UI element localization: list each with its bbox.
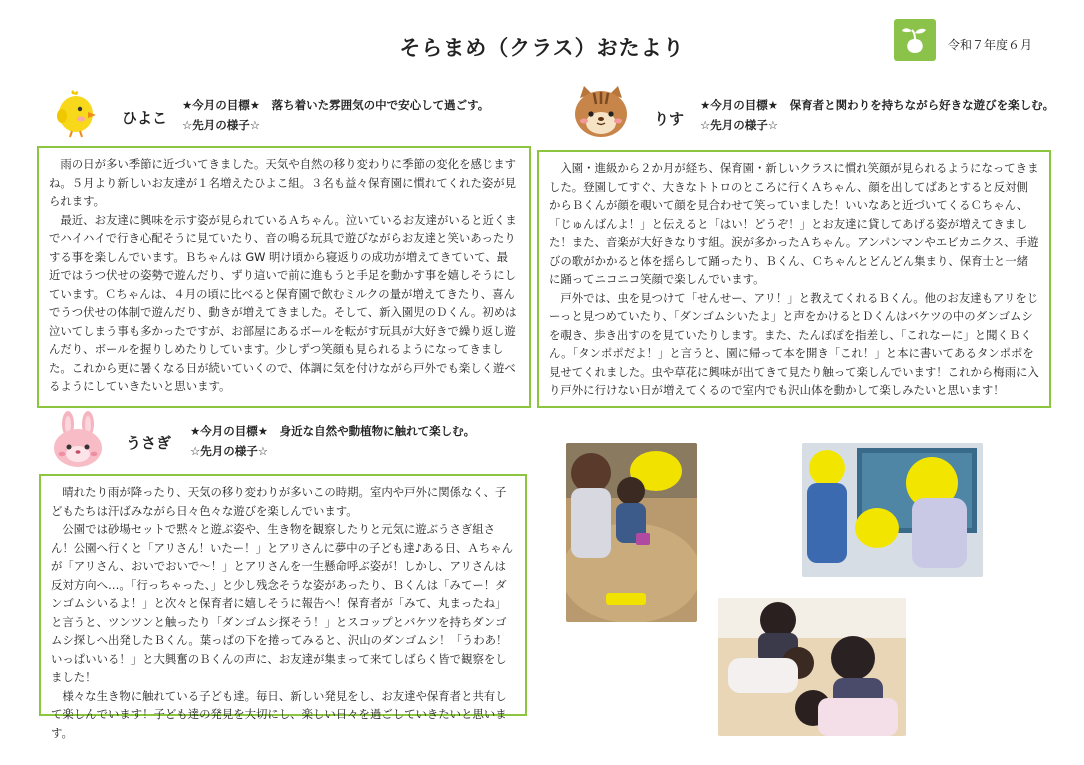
squirrel-icon — [570, 84, 632, 140]
page-title: そらまめ（クラス）おたより — [399, 36, 685, 60]
report-box-risu — [537, 150, 1051, 408]
subtitle-hiyoko: ☆先月の様子☆ — [182, 118, 261, 132]
chick-icon — [50, 88, 100, 138]
issue-date: 令和７年度６月 — [948, 38, 1033, 52]
photo-aquarium — [802, 443, 983, 577]
paragraph: 公園では砂場セットで黙々と遊ぶ姿や、生き物を観察したりと元気に遊ぶうさぎ組さん！公園へ行くと「アリさん！いたー！」とアリさんに夢中の子ども達♪ある日、Ａちゃんが「アリさん、おいでおいで～！」とアリさんを一生懸命呼ぶ姿が！しかし、アリさんは反対方向へ…。「行っちゃった、」と少し残念そうな姿があったり、Ｂくんは「みてー！ダンゴムシいるよ！」と次々と保育者に嬉しそうに報告へ！保育者が「みて、丸まったね」と言うと、ツンツンと触ったり「ダンゴムシ探そう！」とスコップとバケツを持ちダンゴムシ探しへ出発したＢくん。葉っぱの下を捲ってみると、沢山のダンゴムシ！「うわあ！いっぱいいる！」と大興奮のＢくんの声に、お友達が集まって来てしばらく皆で観察をしました！ — [51, 522, 513, 684]
class-name-hiyoko: ひよこ — [122, 109, 168, 127]
paragraph: 様々な生き物に触れている子ども達。毎日、新しい発見をし、お友達や保育者と共有して楽しんでいます！子ども達の発見を大切にし、楽しい日々を過ごしていきたいと思います。 — [51, 688, 507, 740]
goal-hiyoko: ★今月の目標★ 落ち着いた雰囲気の中で安心して過ごす。 — [182, 98, 490, 112]
subtitle-risu: ☆先月の様子☆ — [700, 118, 779, 132]
paragraph: 入園・進級から２か月が経ち、保育園・新しいクラスに慣れ笑顔が見られるようになってきました。登園してすぐ、大きなトトロのところに行くＡちゃん、顔を出してばあとすると反対側からＢくんが顔を覗いて顔を見合わせて笑っていました！いいなあと近づいてくるＣちゃん、「じゅんばんよ！」と伝えると「はい！どうぞ！」とお友達に貸してあげる姿が増えてきました！また、音楽が大好きなりす組。涙が多かったＡちゃん。アンパンマンやエビカニクス、手遊びの歌がかかると体を揺らして踊ったり、Ｂくん、Ｃちゃんとどんどん集まり、保育士と一緒に踊ってニコニコ笑顔で楽しんでいます。 — [549, 161, 1039, 286]
report-box-hiyoko — [37, 146, 531, 408]
photo-sandbox — [566, 443, 697, 622]
class-name-usagi: うさぎ — [126, 434, 172, 452]
subtitle-usagi: ☆先月の様子☆ — [190, 444, 269, 458]
paragraph: 最近、お友達に興味を示す姿が見られているＡちゃん。泣いているお友達がいると近くまでハイハイで行き心配そうに見ていたり、音の鳴る玩具で遊びながらお友達と笑いあったりする事を楽しんでいます。Ｂちゃんは GW 明け頃から寝返りの成功が増えてきていて、最近ではうつ伏せの姿勢で遊んだり、ずり這いで前に進もうと手足を動かす事を嬉しそうにしています。Ｃちゃんは、４月の頃に比べると保育園で飲むミルクの量が増えてきたり、喜んでうつ伏せの体制で遊んだり、動きが増えてきました。そして、新入園児のＤくん。初めは泣いてしまう事も多かったですが、お部屋にあるボールを転がす玩具が大好きで繰り返し遊んだり、ボールを握りしめたりしています。少しずつ笑顔も見られるようになってきました。これから更に暑くなる日が続いていくので、体調に気を付けながら戸外でも楽しく遊べるようにしていきたいと思います。 — [49, 212, 517, 393]
sprout-logo-icon — [894, 19, 936, 61]
paragraph: 雨の日が多い季節に近づいてきました。天気や自然の移り変わりに季節の変化を感じますね。５月より新しいお友達が１名増えたひよこ組。３名も益々保育園に慣れてくれた姿が見られます。 — [49, 157, 517, 208]
rabbit-icon — [50, 410, 106, 470]
photo-children-playing — [718, 598, 906, 736]
paragraph: 戸外では、虫を見つけて「せんせー、アリ！」と教えてくれるＢくん。他のお友達もアリをじーっと見つめていたり、「ダンゴムシいたよ」と声をかけるとＤくんはバケツの中のダンゴムシを覗き、歩き出すのを見ていたりします。また、たんぽぽを指差し、「これなーに」と聞くＢくん。「タンポポだよ！」と言うと、園に帰って本を開き「これ！」と本に書いてあるタンポポを見せてくれました。虫や草花に興味が出てきて見たり触って楽しんでいます！これから梅雨に入り戸外に行けない日が増えてくるので室内でも沢山体を動かして楽しみたいと思います！ — [549, 290, 1039, 397]
goal-usagi: ★今月の目標★ 身近な自然や動植物に触れて楽しむ。 — [190, 424, 476, 438]
goal-risu: ★今月の目標★ 保育者と関わりを持ちながら好きな遊びを楽しむ。 — [700, 98, 1055, 112]
class-name-risu: りす — [654, 110, 685, 128]
report-box-usagi — [39, 474, 527, 740]
paragraph: 晴れたり雨が降ったり、天気の移り変わりが多いこの時期。室内や戸外に関係なく、子どもたちは汗ばみながら日々色々な遊びを楽しんでいます。 — [51, 485, 507, 518]
